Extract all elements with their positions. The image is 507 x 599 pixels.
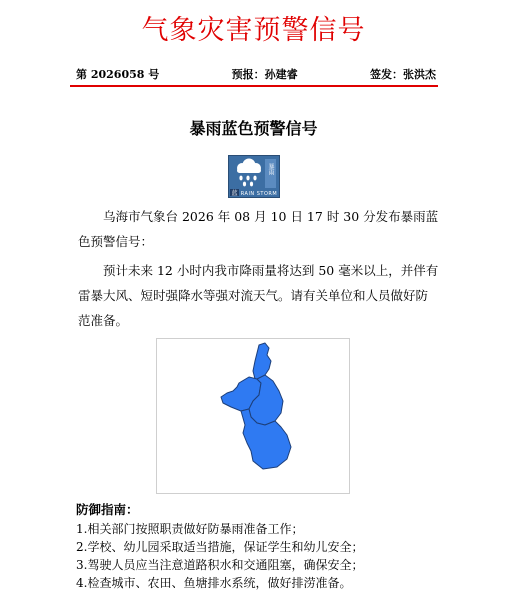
- forecast-statement: 预计未来 12 小时内我市降雨量将达到 50 毫米以上，并伴有雷暴大风、短时强降水等强对流天气。请有关单位和人员做好防范准备。: [78, 263, 439, 328]
- map-region-north: [253, 343, 271, 381]
- icon-level-cn: 蓝: [231, 190, 238, 197]
- issuer-name: 签发：张洪杰: [370, 68, 436, 81]
- guide-list: [76, 520, 363, 592]
- guide-item: 3.驾驶人员应当注意道路积水和交通阻塞，确保安全；: [76, 558, 364, 572]
- issue-statement: 乌海市气象台 2026 年 08 月 10 日 17 时 30 分发布暴雨蓝色预警信号：: [78, 209, 439, 249]
- signal-title: 暴雨蓝色预警信号: [189, 119, 318, 138]
- issue-number: 第 2026058 号: [76, 68, 160, 81]
- meta-row: [76, 66, 436, 82]
- forecaster-name: 预报：孙建睿: [231, 68, 298, 81]
- document-header-title: 气象灾害预警信号: [141, 15, 366, 46]
- guide-item: 2.学校、幼儿园采取适当措施，保证学生和幼儿安全；: [76, 540, 364, 554]
- guide-item: 1.相关部门按照职责做好防暴雨准备工作；: [76, 522, 304, 536]
- guide-item: 4.检查城市、农田、鱼塘排水系统，做好排涝准备。: [76, 576, 352, 590]
- header-divider: [70, 85, 438, 87]
- warning-area-map: [156, 338, 350, 494]
- region-shapes: [221, 343, 291, 469]
- icon-text-cn: 暴雨: [267, 163, 274, 175]
- icon-text-en: RAIN STORM: [240, 191, 278, 197]
- rainstorm-blue-icon: [228, 155, 280, 198]
- guide-title: 防御指南：: [76, 502, 139, 517]
